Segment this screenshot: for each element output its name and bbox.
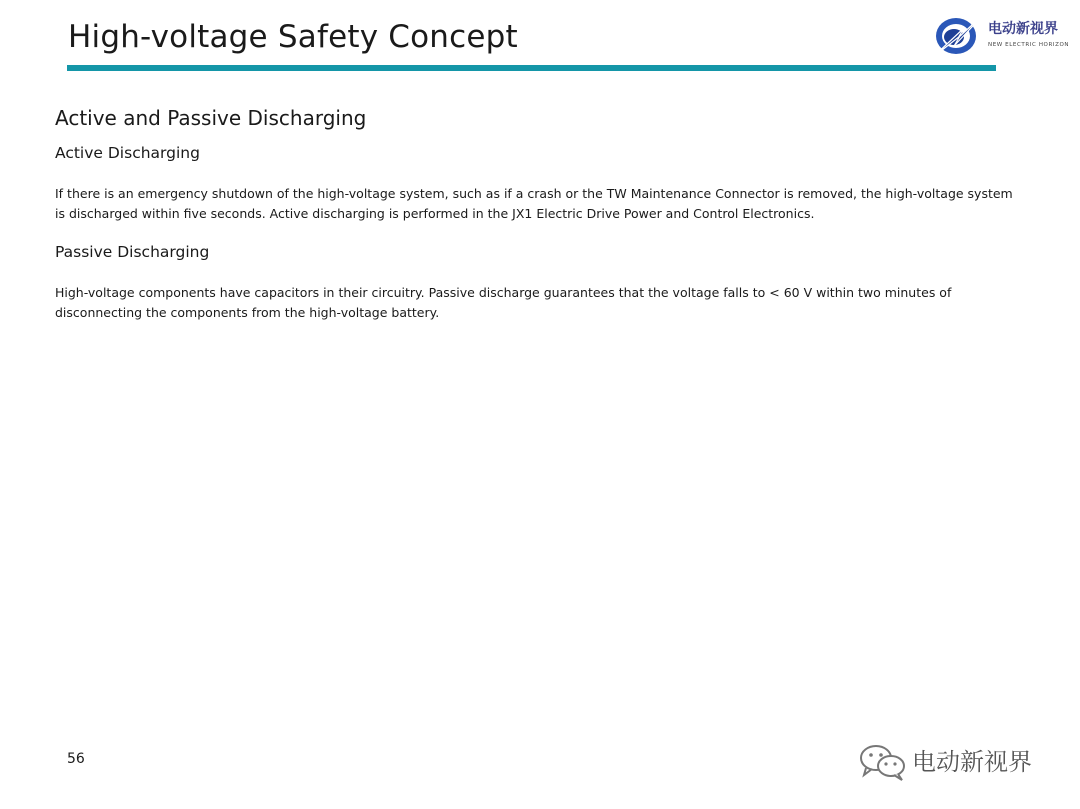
- title-underline: [67, 65, 996, 71]
- section-heading: Active and Passive Discharging: [55, 106, 367, 130]
- active-discharging-text: If there is an emergency shutdown of the high-voltage system, such as if a crash or the TW Maintenance Connector is removed, the high-voltage system is discharged within five seconds. Active discharging is performed in the JX1 Electric Drive Power and Control Electronics.: [55, 186, 1013, 221]
- wechat-icon: [858, 742, 908, 782]
- page-number: 56: [67, 751, 85, 767]
- active-discharging-heading: Active Discharging: [55, 144, 200, 162]
- passive-discharging-heading: Passive Discharging: [55, 243, 210, 261]
- logo-english-name: NEW ELECTRIC HORIZON: [988, 42, 1070, 48]
- logo-chinese-name: 电动新视界: [988, 21, 1058, 37]
- slide-title: High-voltage Safety Concept: [68, 19, 518, 55]
- lightning-globe-icon: [928, 8, 990, 62]
- watermark-text: 电动新视界: [912, 748, 1032, 776]
- passive-discharging-text: High-voltage components have capacitors in their circuitry. Passive discharge guarantees that the voltage falls to < 60 V within two minutes of disconnecting the components from the high-voltage battery.: [55, 285, 952, 320]
- brand-logo: [928, 8, 1074, 62]
- watermark: [858, 740, 1058, 784]
